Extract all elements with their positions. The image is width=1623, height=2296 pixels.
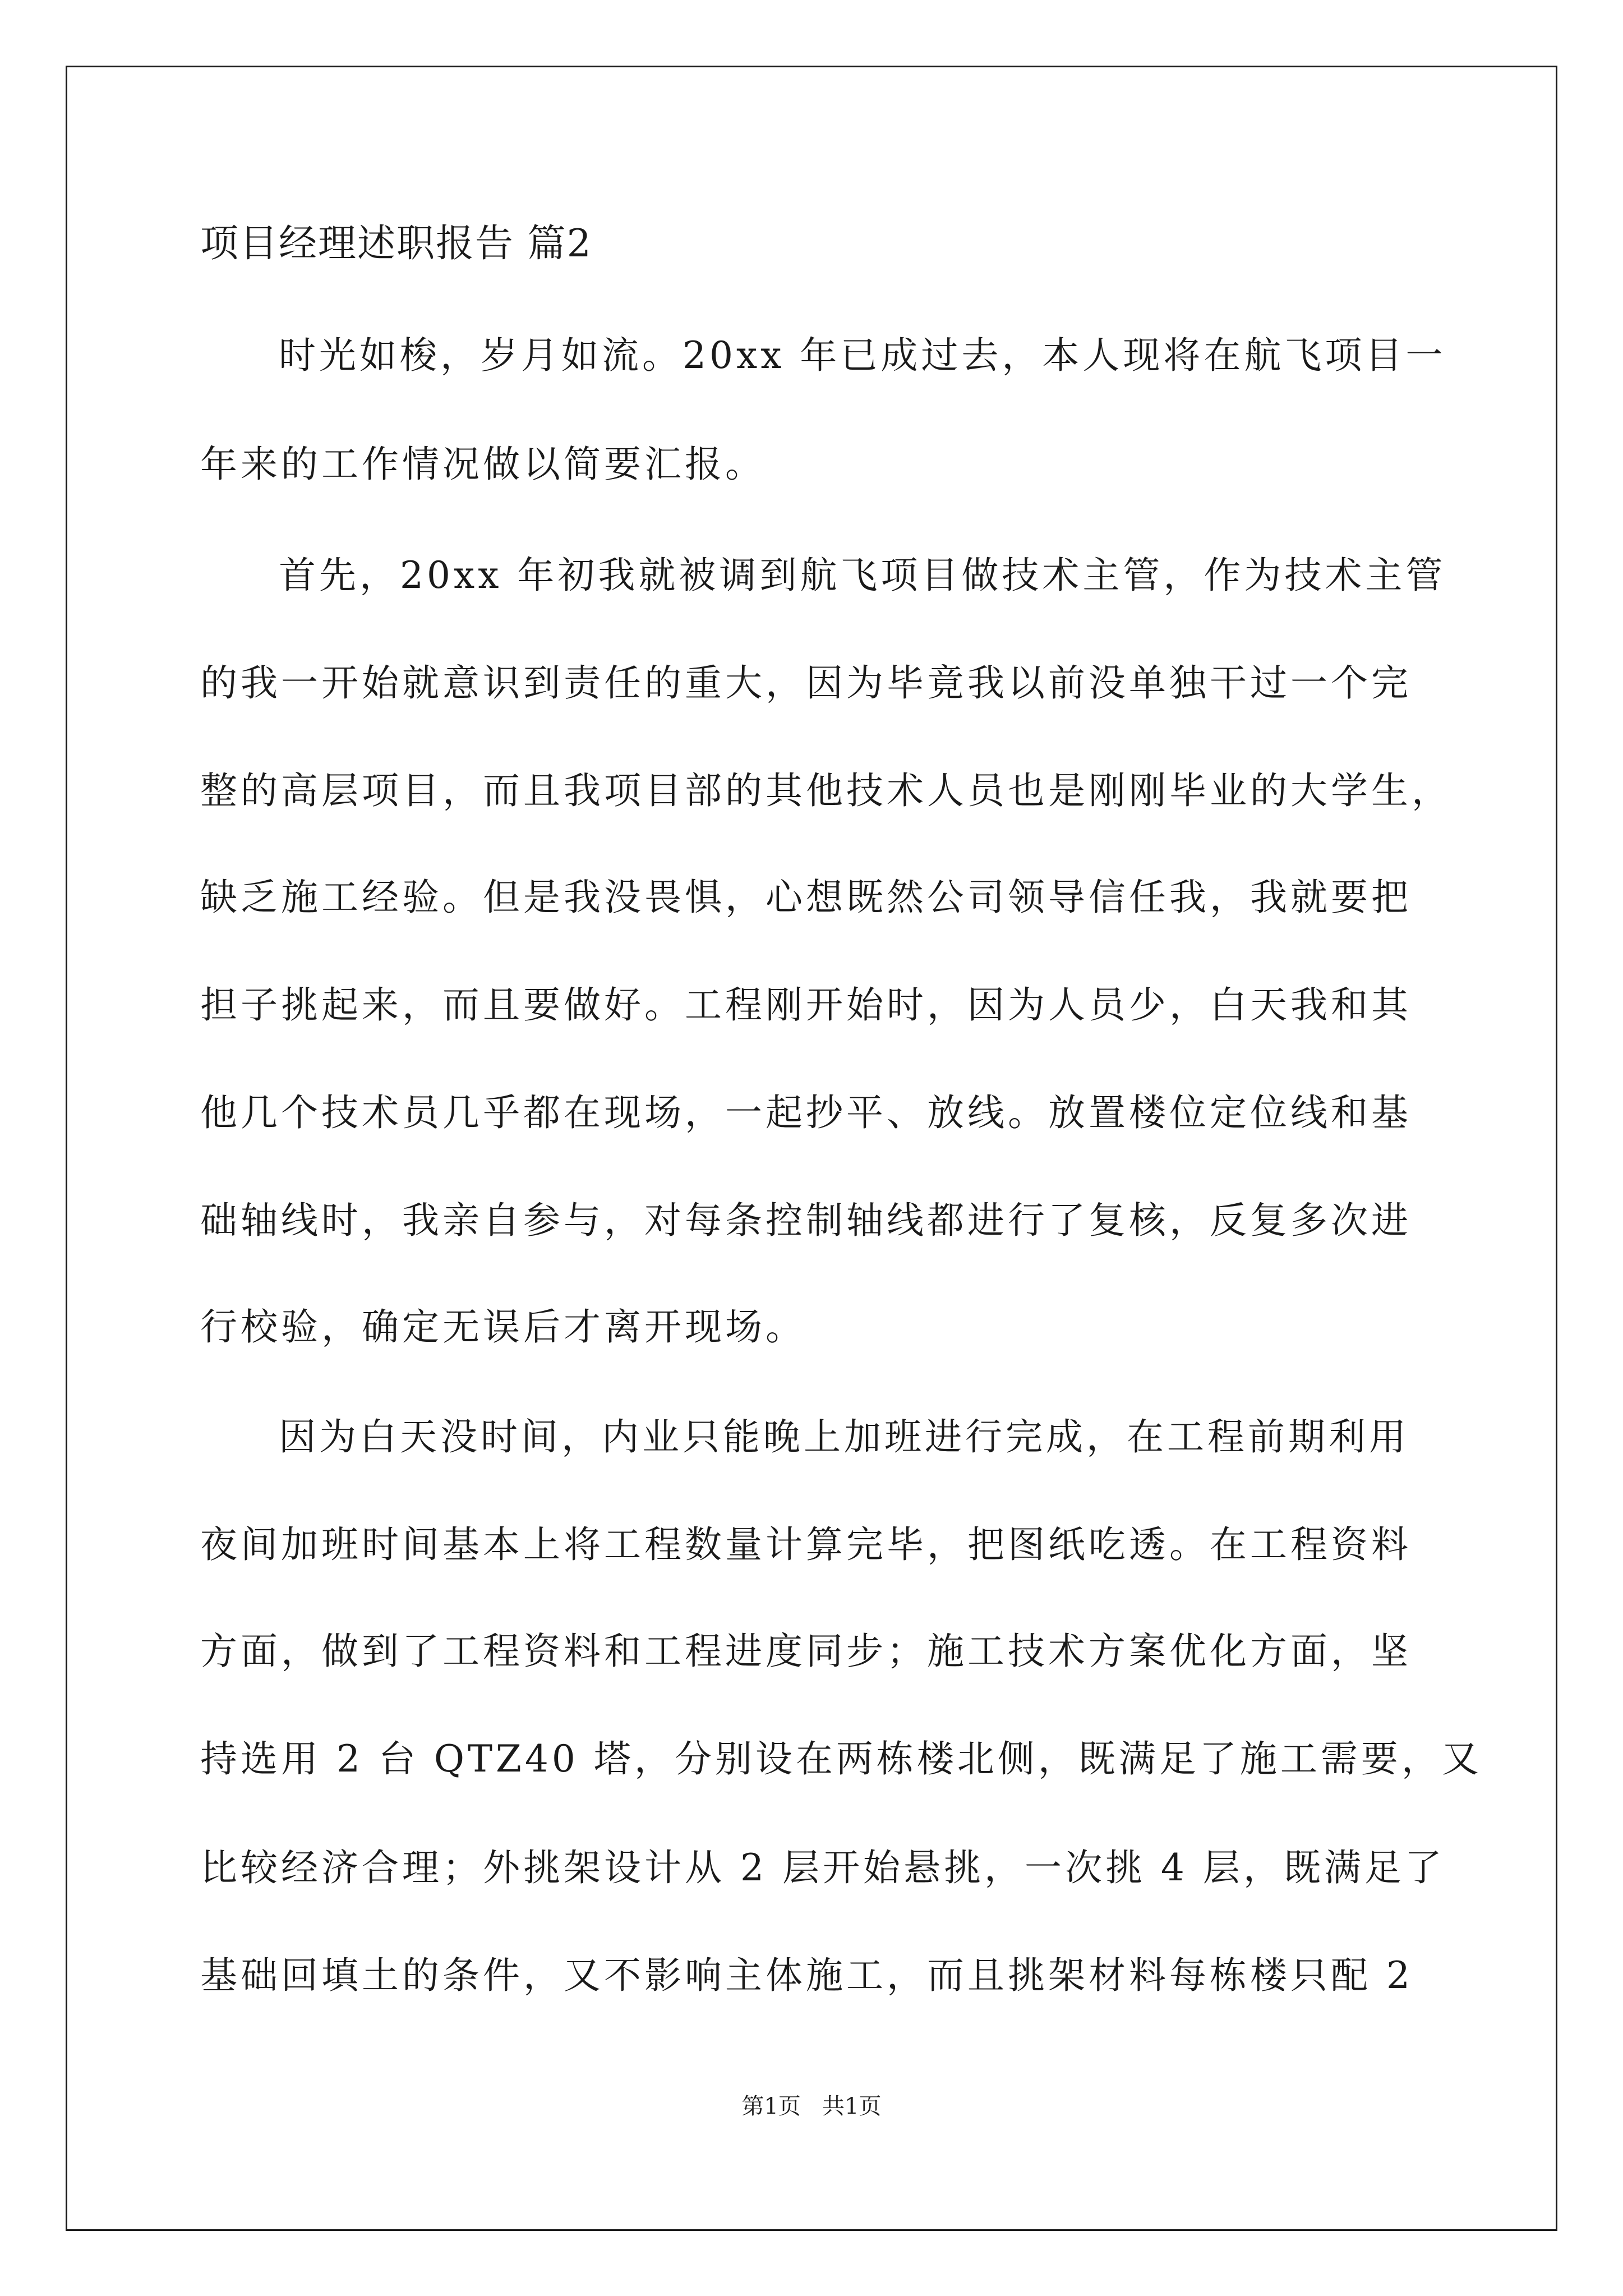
paragraph-2-line-7: 础轴线时，我亲自参与，对每条控制轴线都进行了复核，反复多次进 xyxy=(200,1199,1412,1242)
paragraph-3-line-6: 基础回填土的条件，又不影响主体施工，而且挑架材料每栋楼只配 2 xyxy=(200,1954,1413,1997)
paragraph-3-line-5: 比较经济合理；外挑架设计从 2 层开始悬挑，一次挑 4 层，既满足了 xyxy=(200,1846,1445,1889)
paragraph-1-line-2: 年来的工作情况做以简要汇报。 xyxy=(200,443,766,486)
page-border xyxy=(66,66,1557,2231)
paragraph-1-line-1: 时光如梭，岁月如流。20xx 年已成过去，本人现将在航飞项目一 xyxy=(279,334,1446,377)
paragraph-3-line-4: 持选用 2 台 QTZ40 塔，分别设在两栋楼北侧，既满足了施工需要，又 xyxy=(200,1737,1482,1780)
page-footer: 第1页 共1页 xyxy=(741,2093,882,2119)
paragraph-3-line-3: 方面，做到了工程资料和工程进度同步；施工技术方案优化方面，坚 xyxy=(200,1630,1412,1673)
paragraph-2-line-5: 担子挑起来，而且要做好。工程刚开始时，因为人员少，白天我和其 xyxy=(200,983,1412,1027)
paragraph-2-line-6: 他几个技术员几乎都在现场，一起抄平、放线。放置楼位定位线和基 xyxy=(200,1091,1412,1134)
paragraph-2-line-2: 的我一开始就意识到责任的重大，因为毕竟我以前没单独干过一个完 xyxy=(200,661,1412,705)
paragraph-3-line-1: 因为白天没时间，内业只能晚上加班进行完成，在工程前期利用 xyxy=(279,1415,1409,1458)
document-title: 项目经理述职报告 篇2 xyxy=(200,222,592,266)
paragraph-2-line-3: 整的高层项目，而且我项目部的其他技术人员也是刚刚毕业的大学生， xyxy=(200,769,1452,812)
paragraph-3-line-2: 夜间加班时间基本上将工程数量计算完毕，把图纸吃透。在工程资料 xyxy=(200,1523,1412,1566)
paragraph-2-line-8: 行校验，确定无误后才离开现场。 xyxy=(200,1305,806,1349)
paragraph-2-line-4: 缺乏施工经验。但是我没畏惧，心想既然公司领导信任我，我就要把 xyxy=(200,876,1412,919)
paragraph-2-line-1: 首先，20xx 年初我就被调到航飞项目做技术主管，作为技术主管 xyxy=(279,554,1446,597)
